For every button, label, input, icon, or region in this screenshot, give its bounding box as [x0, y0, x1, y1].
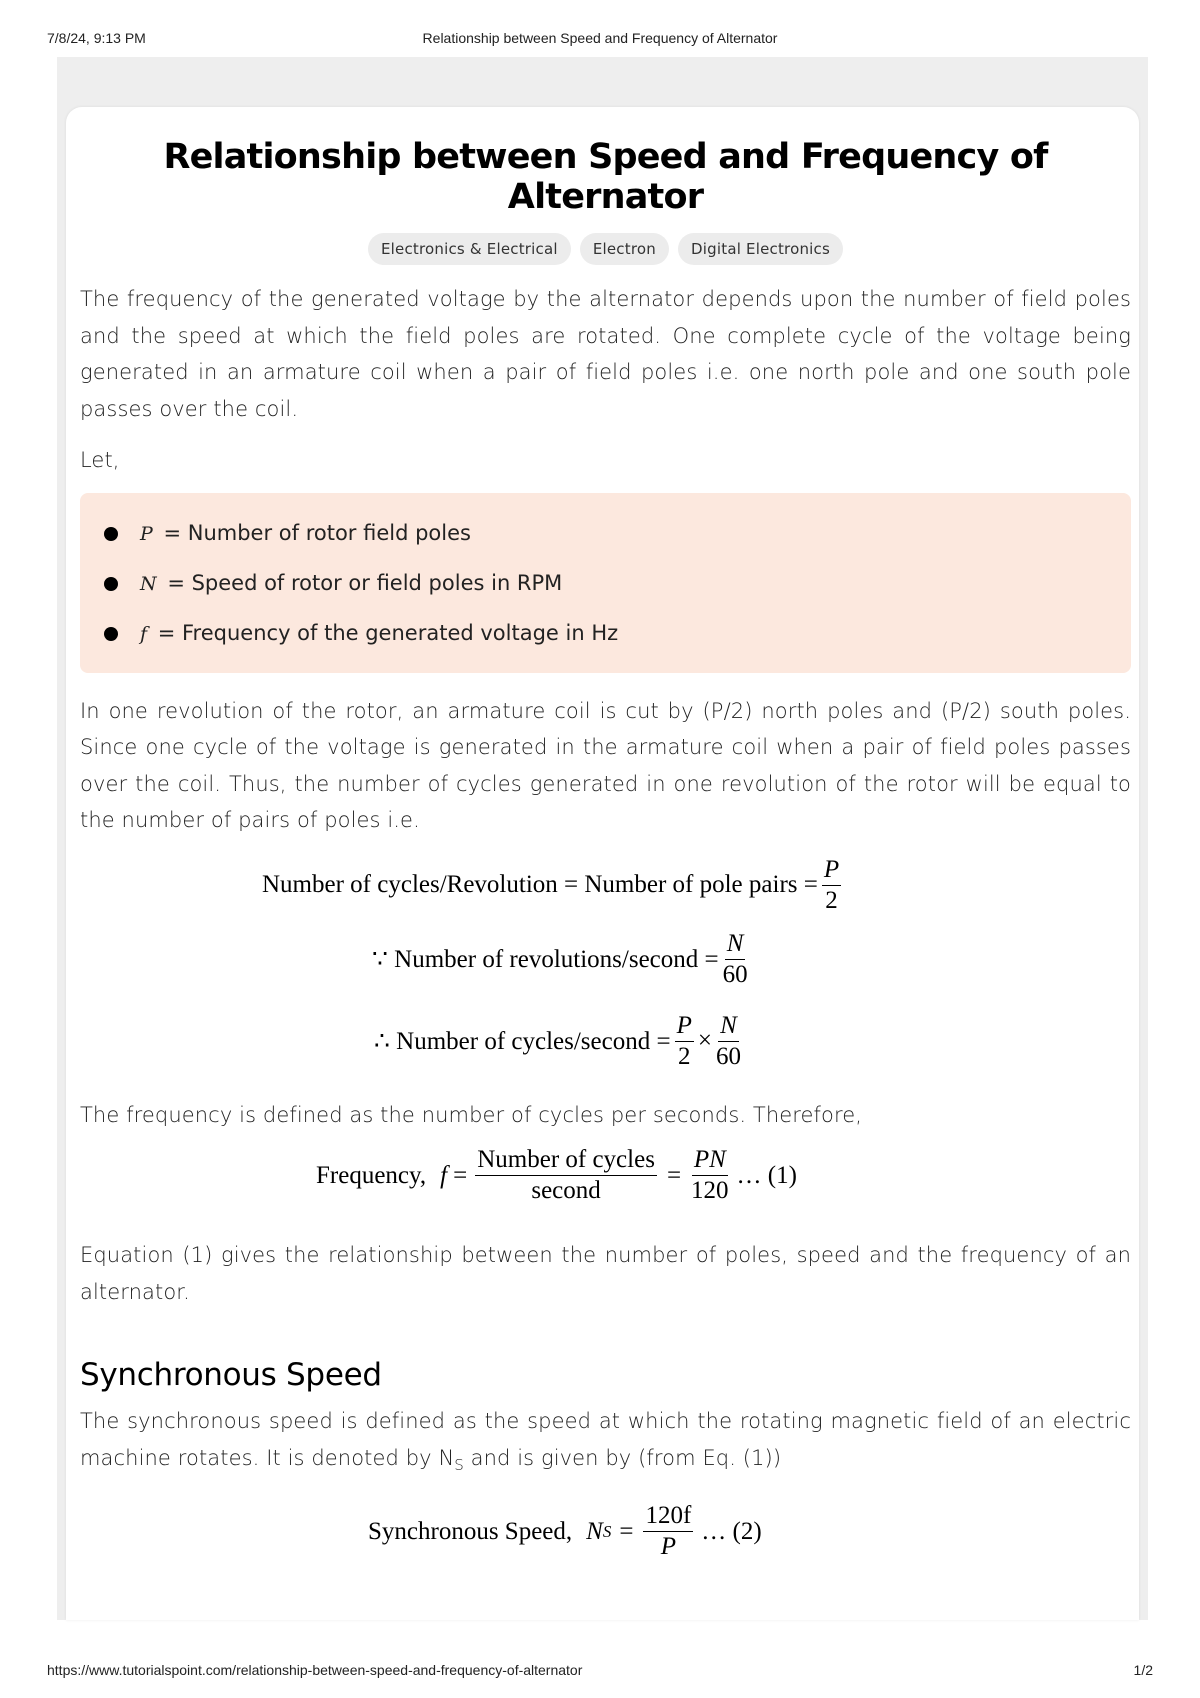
variables-box [80, 493, 1131, 673]
equation-cycles-per-revolution [80, 839, 1131, 927]
tag-list [80, 233, 1131, 265]
numerator: PN [692, 1147, 728, 1176]
denominator: 120 [691, 1177, 729, 1205]
print-title: Relationship between Speed and Frequency of Alternator [422, 30, 778, 46]
variable-description: = Number of rotor field poles [163, 520, 471, 545]
bullet-icon [104, 577, 118, 591]
list-item [104, 509, 1131, 559]
frequency-paragraph: The frequency is defined as the number of cycles per seconds. Therefore, [80, 1102, 863, 1127]
variable-symbol: N [140, 572, 157, 595]
denominator: P [660, 1533, 676, 1561]
denominator: 2 [677, 1042, 691, 1070]
variable-symbol: f [140, 622, 148, 645]
equation-tag: … (1) [736, 1161, 797, 1189]
tag-electron[interactable]: Electron [580, 233, 669, 265]
numerator: N [718, 1013, 739, 1042]
equation-subscript: S [602, 1521, 612, 1541]
sync-text-after: and is given by (from Eq. (1)) [463, 1445, 782, 1470]
equation-cycles-per-second [80, 1009, 1131, 1087]
variable-description: = Frequency of the generated voltage in Hz [157, 620, 619, 645]
denominator: 60 [722, 960, 748, 988]
print-date: 7/8/24, 9:13 PM [47, 30, 146, 46]
article-content [80, 107, 1131, 1583]
list-item [104, 559, 1131, 609]
equation-variable: f [440, 1161, 448, 1189]
sync-subscript: S [454, 1455, 464, 1474]
let-text: Let, [80, 448, 120, 472]
page-number: 1/2 [1133, 1662, 1153, 1678]
numerator: Number of cycles [475, 1147, 657, 1176]
numerator: P [822, 857, 841, 886]
equation-lhs: ∵ Number of revolutions/second = [372, 946, 719, 974]
list-item [104, 609, 1131, 659]
times-sign: × [697, 1027, 712, 1055]
fraction [716, 1013, 741, 1071]
synchronous-paragraph [80, 1403, 1131, 1483]
tag-electronics-electrical[interactable]: Electronics & Electrical [368, 233, 571, 265]
equation-tag: … (2) [701, 1517, 762, 1545]
equals-sign: = [619, 1517, 634, 1545]
fraction [675, 1013, 694, 1071]
fraction [723, 931, 748, 989]
fraction [691, 1147, 729, 1205]
equation-lhs: ∴ Number of cycles/second = [374, 1028, 671, 1056]
equation-synchronous-speed [80, 1483, 1131, 1583]
page-title: Relationship between Speed and Frequency of Alternator [163, 137, 1048, 217]
fraction [475, 1147, 657, 1205]
equation-variable: N [586, 1517, 603, 1545]
equals-sign: = [666, 1161, 682, 1189]
bullet-icon [104, 527, 118, 541]
equation-frequency [80, 1133, 1131, 1229]
numerator: 120f [643, 1503, 693, 1532]
variables-list [80, 509, 1131, 659]
bullet-icon [104, 627, 118, 641]
page-url[interactable]: https://www.tutorialspoint.com/relationship-between-speed-and-frequency-of-alternator [47, 1662, 583, 1678]
variable-description: = Speed of rotor or field poles in RPM [167, 570, 563, 595]
intro-paragraph: The frequency of the generated voltage by the alternator depends upon the number of field poles and the speed at which the field poles are rotated. One complete cycle of the voltage being generated in an armature coil when a pair of field poles i.e. one north pole and one south pole passes over the coil. [80, 287, 1131, 421]
equation-label: Synchronous Speed, [368, 1517, 573, 1545]
numerator: N [725, 931, 746, 960]
fraction [643, 1503, 693, 1561]
revolution-paragraph: In one revolution of the rotor, an armature coil is cut by (P/2) north poles and (P/2) south poles. Since one cycle of the voltage is generated in the armature coil when a pair of field poles passes over the coil. Thus, the number of cycles generated in one revolution of the rotor will be equal to the number of pairs of poles i.e. [80, 698, 1131, 832]
equation-revolutions-per-second [80, 927, 1131, 1009]
equation-paragraph: Equation (1) gives the relationship between the number of poles, speed and the frequency of an alternator. [80, 1243, 1131, 1304]
tag-digital-electronics[interactable]: Digital Electronics [678, 233, 843, 265]
variable-symbol: P [140, 522, 153, 545]
section-heading: Synchronous Speed [80, 1357, 382, 1393]
denominator: 2 [825, 886, 838, 914]
equation-label: Frequency, [316, 1161, 427, 1189]
print-header [47, 30, 1153, 50]
print-footer [47, 1662, 1153, 1682]
equals-sign: = [453, 1161, 468, 1189]
numerator: P [675, 1013, 694, 1042]
fraction [822, 857, 841, 915]
equation-lhs: Number of cycles/Revolution = Number of pole pairs = [262, 871, 818, 899]
denominator: 60 [715, 1042, 741, 1070]
sync-text-before: The synchronous speed is defined as the speed at which the rotating magnetic field of an electric machine rotates. It is denoted by N [80, 1409, 1131, 1470]
denominator: second [531, 1177, 601, 1205]
